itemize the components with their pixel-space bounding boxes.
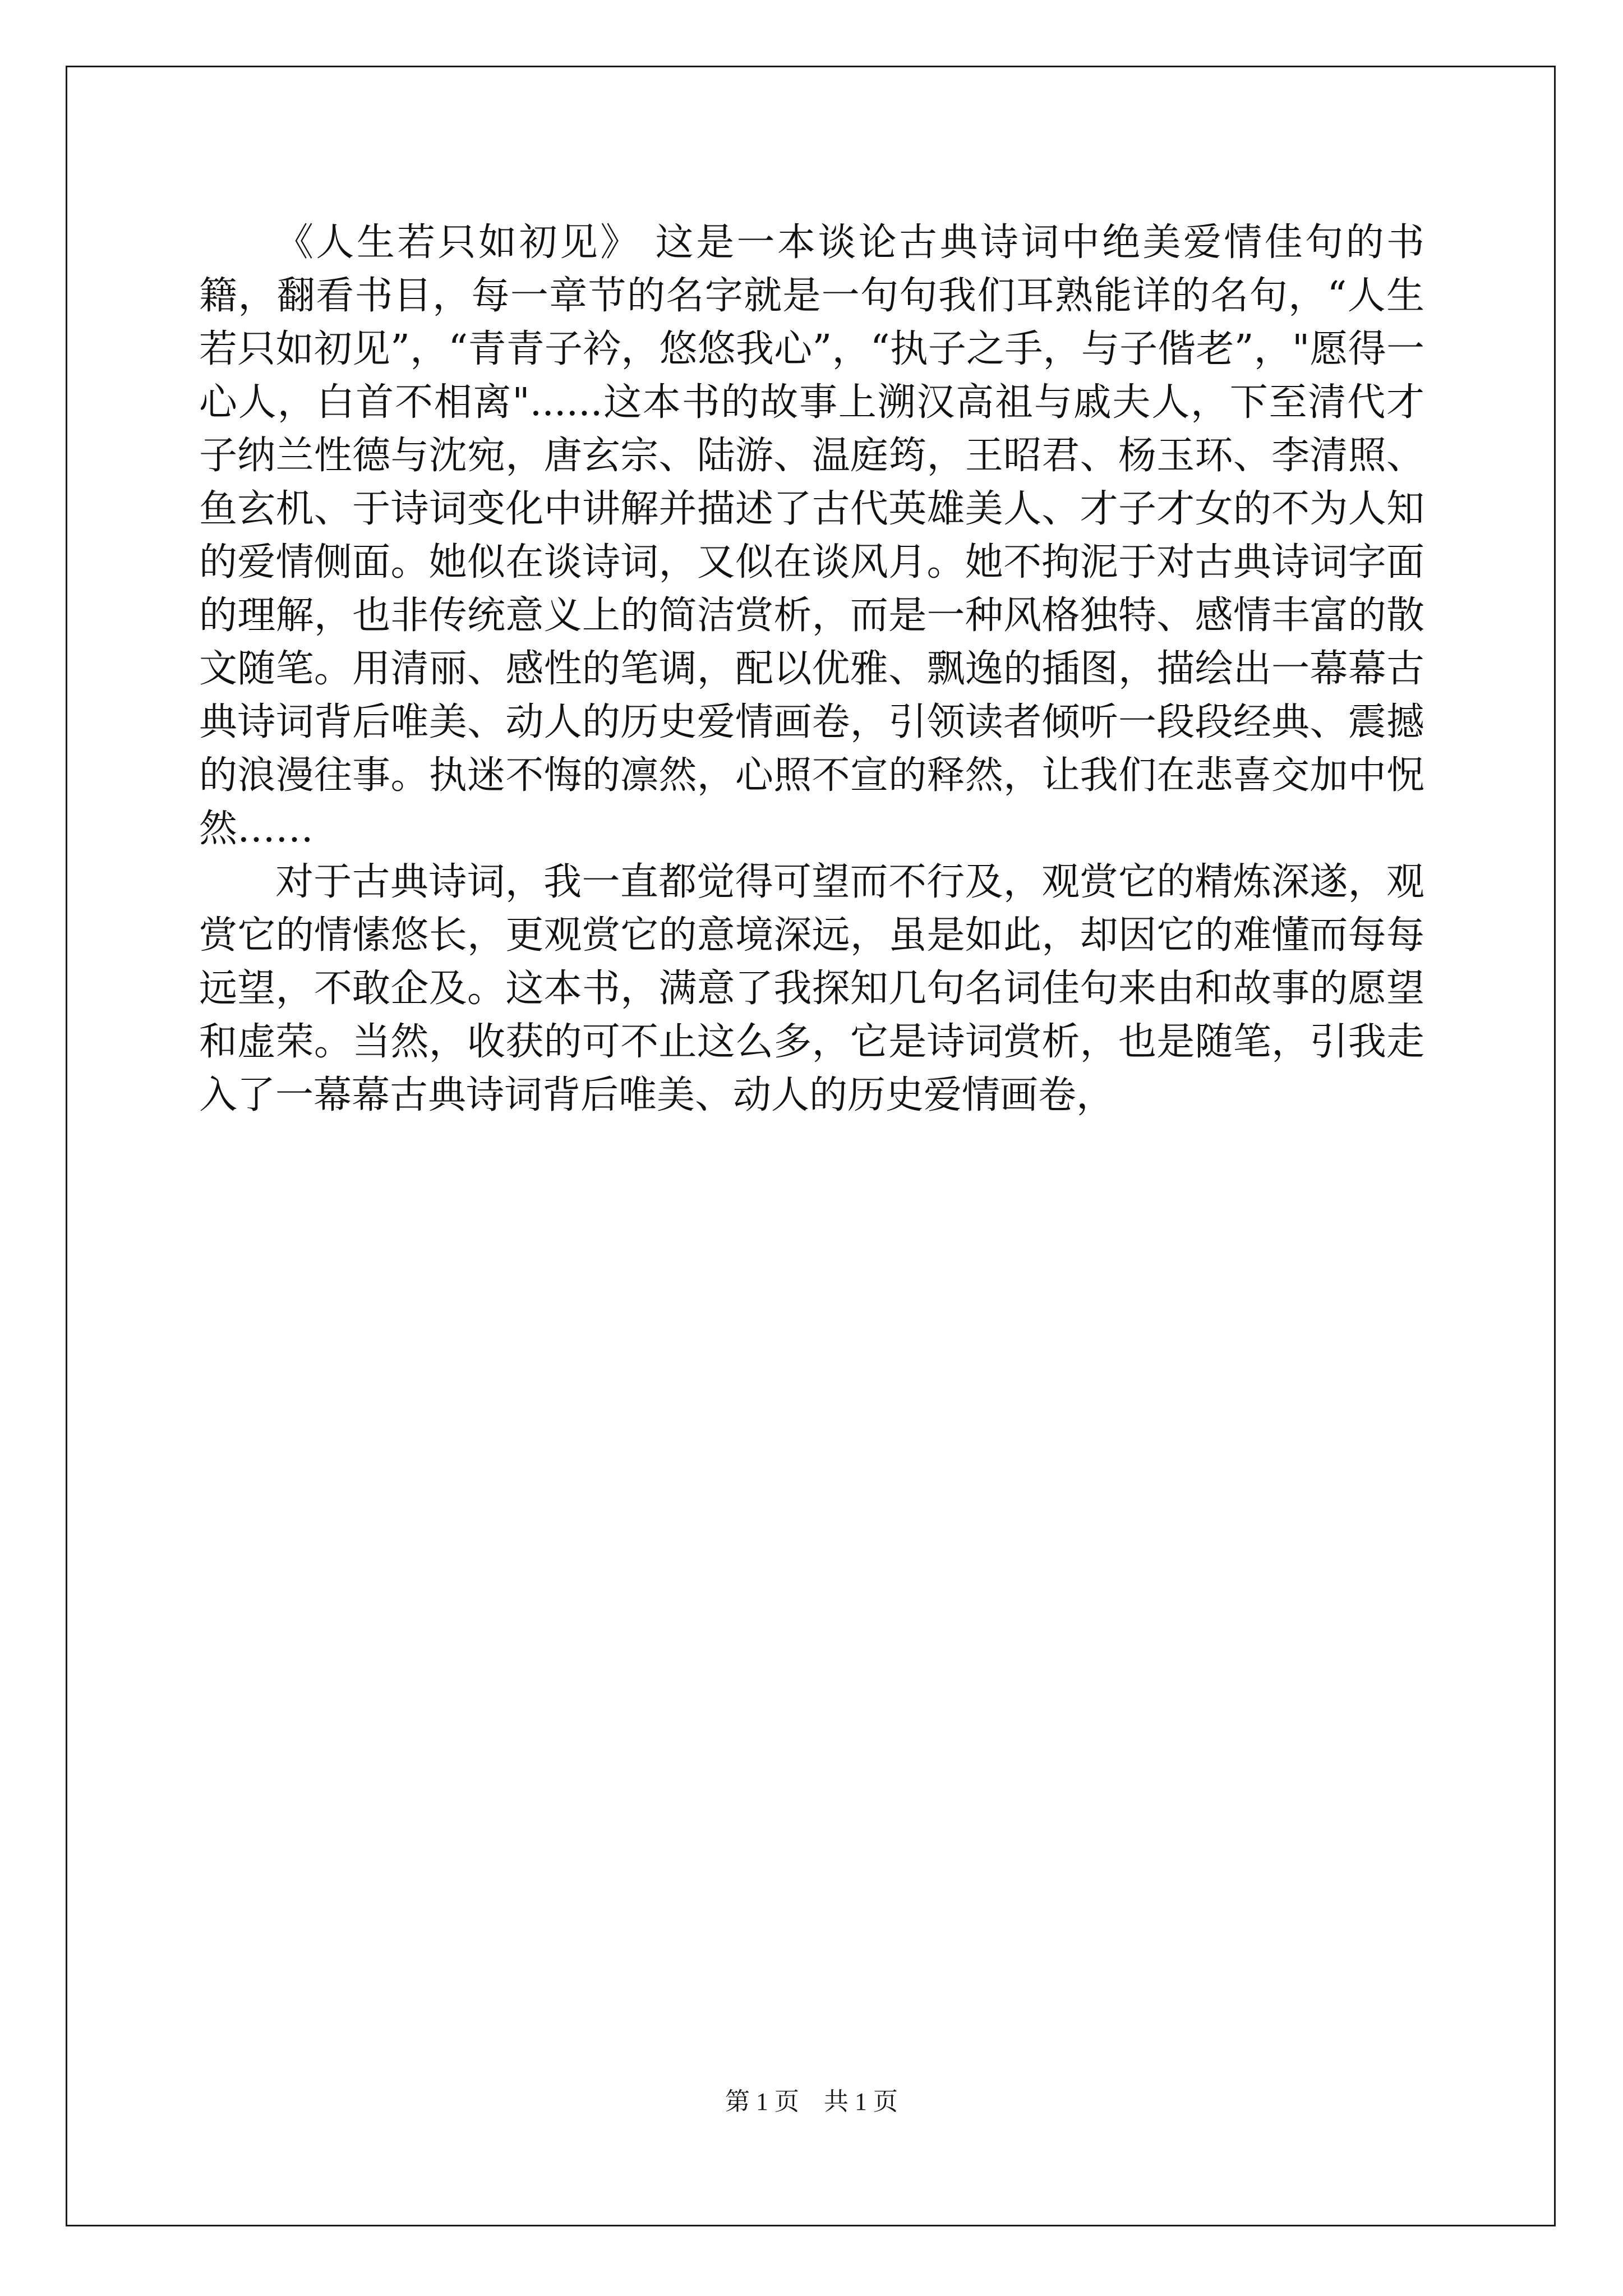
paragraph-2: 对于古典诗词，我一直都觉得可望而不行及，观赏它的精炼深遂，观赏它的情愫悠长，更观赏它的意境深远，虽是如此，却因它的难懂而每每远望，不敢企及。这本书，满意了我探知几句名词佳句来由和故事的愿望和虚荣。当然，收获的可不止这么多，它是诗词赏析，也是随笔，引我走入了一幕幕古典诗词背后唯美、动人的历史爱情画卷， bbox=[199, 860, 1424, 1117]
page-number-footer: 第 1 页 共 1 页 bbox=[725, 2088, 898, 2115]
paragraph-1: 《人生若只如初见》 这是一本谈论古典诗词中绝美爱情佳句的书籍，翻看书目，每一章节的名字就是一句句我们耳熟能详的名句，“人生若只如初见”，“青青子衿，悠悠我心”，“执子之手，与子偕老”，"愿得一心人，白首不相离"......这本书的故事上溯汉高祖与戚夫人，下至清代才子纳兰性德与沈宛，唐玄宗、陆游、温庭筠，王昭君、杨玉环、李清照、鱼玄机、于诗词变化中讲解并描述了古代英雄美人、才子才女的不为人知的爱情侧面。她似在谈诗词，又似在谈风月。她不拘泥于对古典诗词字面的理解，也非传统意义上的简洁赏析，而是一种风格独特、感情丰富的散文随笔。用清丽、感性的笔调，配以优雅、飘逸的插图，描绘出一幕幕古典诗词背后唯美、动人的历史爱情画卷，引领读者倾听一段段经典、震撼的浪漫往事。执迷不悔的凛然，心照不宣的释然，让我们在悲喜交加中怳然…… bbox=[199, 220, 1424, 851]
document-body bbox=[199, 216, 1424, 1122]
